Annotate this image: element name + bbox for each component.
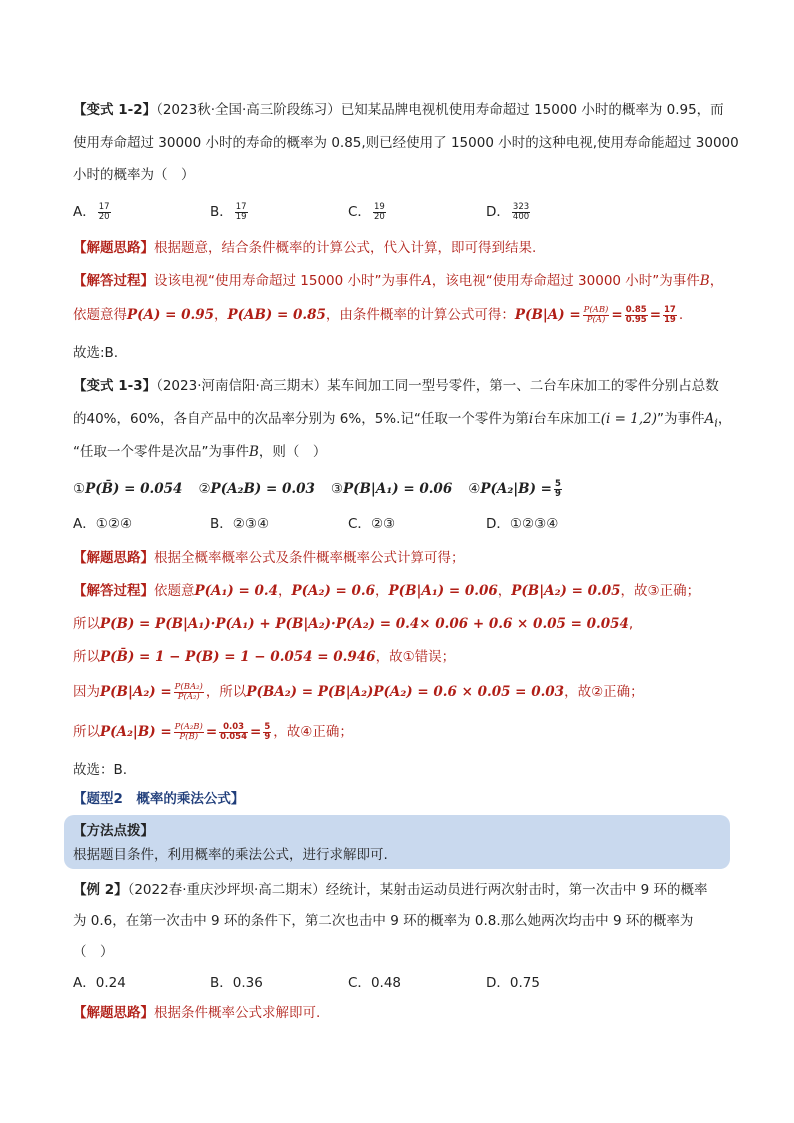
fraction: $\frac{\text{P(BA₂)}}{\text{P(A₂)}}$ [174, 681, 203, 702]
v13-option-b[interactable] [210, 514, 269, 534]
process-text: ，故①错误； [375, 649, 456, 665]
idea-tag: 【解题思路】 [73, 1005, 154, 1021]
process-text: 所以 [73, 649, 100, 665]
v12-question-line1 [73, 100, 724, 120]
v12-idea [73, 238, 536, 258]
e2-question-line2: 为 0.6，在第一次击中 9 环的条件下，第二次也击中 9 环的概率为 0.8.那么她两次均击中 9 环的概率为 [73, 913, 694, 929]
option-text: ①②④ [95, 516, 133, 532]
statement-1: P(B̄) = 0.054 [85, 481, 183, 497]
v13-question-line3 [73, 442, 326, 462]
statement-number: ④ [468, 481, 481, 497]
equation: P(B̄) = 1 − P(B) = 1 − 0.054 = 0.946 [100, 649, 376, 665]
idea-text: 根据条件概率公式求解即可. [154, 1005, 321, 1021]
question-text: ”为事件 [656, 411, 705, 427]
v12-question-line3: 小时的概率为（ ） [73, 167, 195, 183]
v13-process-line5 [73, 722, 353, 742]
v13-option-a[interactable] [73, 514, 132, 534]
subscript-i: i [714, 416, 718, 430]
option-label: D． [486, 516, 510, 532]
equals: = [205, 724, 218, 740]
e2-option-c[interactable] [348, 973, 401, 993]
e2-question-line3: （ ） [73, 944, 114, 960]
process-text: ，故④正确； [273, 724, 353, 740]
fraction: $\frac{5}{9}$ [264, 721, 271, 742]
fraction: $\frac{17}{19}$ [664, 304, 676, 325]
process-text: ，由条件概率的计算公式可得： [325, 307, 515, 323]
idea-text: 根据题意，结合条件概率的计算公式，代入计算，即可得到结果. [154, 240, 537, 256]
option-label: B． [210, 204, 233, 220]
equation: P(BA₂) = P(B|A₂)P(A₂) = 0.6 × 0.05 = 0.03 [246, 684, 565, 700]
idea-tag: 【解题思路】 [73, 550, 154, 566]
v12-process-line1: 【解答过程】设该电视“使用寿命超过 15000 小时”为事件A，该电视“使用寿命超过 30000 小时”为事件B， [73, 273, 724, 289]
option-label: C． [348, 975, 371, 991]
option-text: ①②③④ [509, 516, 559, 532]
v12-option-d[interactable] [486, 202, 532, 222]
equals: = [649, 307, 661, 323]
v13-answer: 故选：B. [73, 762, 128, 778]
question-text: “任取一个零件是次品”为事件 [73, 444, 249, 460]
option-text: 0.36 [232, 975, 263, 991]
statement-3: P(B|A₁) = 0.06 [342, 481, 453, 497]
separator: ， [497, 583, 512, 599]
event-a: A [704, 411, 715, 427]
option-label: A． [73, 516, 96, 532]
separator: ， [278, 583, 292, 599]
event-a: A [422, 273, 432, 289]
option-fraction: $\frac{17}{19}$ [235, 201, 247, 222]
v13-tag: 【变式 1-3】 [73, 378, 157, 394]
v13-process-line3 [73, 647, 455, 667]
fraction: $\frac{P(AB)}{P(A)}$ [583, 304, 609, 325]
equation: P(A) = 0.95 [127, 307, 214, 323]
v13-question-line2 [73, 409, 731, 434]
idea-tag: 【解题思路】 [73, 240, 154, 256]
v13-option-c[interactable] [348, 514, 395, 534]
math-expr: (i = 1,2) [600, 411, 657, 427]
e2-option-a[interactable] [73, 973, 126, 993]
equation: P(A₂|B) = [100, 724, 172, 740]
v12-question-line2: 使用寿命超过 30000 小时的寿命的概率为 0.85,则已经使用了 15000 小时的这种电视,使用寿命能超过 30000 [73, 135, 739, 151]
var-i: i [528, 411, 534, 427]
process-text: , [628, 616, 634, 632]
idea-text: 根据全概率概率公式及条件概率概率公式计算可得； [154, 550, 465, 566]
equation: P(B|A₁) = 0.06 [388, 583, 498, 599]
option-fraction: $\frac{17}{20}$ [98, 201, 110, 222]
process-text: ，故③正确； [620, 583, 701, 599]
process-tag: 【解答过程】 [73, 273, 154, 289]
v13-process-line2 [73, 614, 633, 634]
option-text: ②③ [370, 516, 396, 532]
option-label: B． [210, 975, 233, 991]
question-text: 的40%，60%，各自产品中的次品率分别为 6%，5%.记“任取一个零件为第 [73, 411, 529, 427]
fraction: $\frac{0.03}{0.054}$ [220, 721, 248, 742]
process-text: 所以 [73, 616, 100, 632]
v13-process-line1 [73, 581, 700, 601]
process-text: ，该电视“使用寿命超过 30000 小时”为事件 [431, 273, 700, 289]
equation: P(A₂) = 0.6 [291, 583, 376, 599]
process-text: 所以 [73, 724, 100, 740]
e2-q1: 经统计，某射击运动员进行两次射击时，第一次击中 9 环的概率 [325, 882, 708, 898]
option-label: D． [486, 975, 510, 991]
option-fraction: $\frac{323}{400}$ [512, 201, 530, 222]
statement-number: ① [73, 481, 86, 497]
v13-q1: 某车间加工同一型号零件，第一、二台车床加工的零件分别占总数 [327, 378, 719, 394]
statement-2: P(A₂B) = 0.03 [210, 481, 315, 497]
v12-q1: 已知某品牌电视机使用寿命超过 15000 小时的概率为 0.95，而 [340, 102, 724, 118]
separator: ， [214, 307, 228, 323]
option-text: 0.24 [95, 975, 126, 991]
v13-question-line1 [73, 376, 719, 396]
option-text: 0.48 [370, 975, 401, 991]
option-label: C． [348, 516, 371, 532]
e2-source: （2022春·重庆沙坪坝·高二期末） [127, 882, 326, 898]
e2-option-d[interactable] [486, 973, 540, 993]
equation: P(B|A) = [514, 307, 581, 323]
option-label: D． [486, 204, 510, 220]
option-text: ②③④ [232, 516, 270, 532]
question-text: 台车床加工 [533, 411, 601, 427]
v12-option-a[interactable] [73, 202, 113, 222]
event-b: B [249, 444, 259, 460]
v13-option-d[interactable] [486, 514, 558, 534]
statement-number: ③ [330, 481, 343, 497]
e2-option-b[interactable] [210, 973, 263, 993]
v13-idea [73, 548, 465, 568]
equation: P(AB) = 0.85 [227, 307, 326, 323]
question-text: ， [717, 411, 732, 427]
equation: P(A₁) = 0.4 [194, 583, 279, 599]
period: . [678, 307, 684, 323]
option-label: A． [73, 204, 96, 220]
option-label: A． [73, 975, 96, 991]
equation: P(B|A₂) = 0.05 [511, 583, 621, 599]
v12-process-line2 [73, 305, 683, 325]
process-tag: 【解答过程】 [73, 583, 154, 599]
option-fraction: $\frac{19}{20}$ [373, 201, 385, 222]
process-text: 依题意 [154, 583, 195, 599]
process-text: ，故②正确； [564, 684, 644, 700]
e2-question-line1 [73, 880, 707, 900]
v12-option-c[interactable] [348, 202, 388, 222]
option-text: 0.75 [509, 975, 540, 991]
method-text: 根据题目条件，利用概率的乘法公式，进行求解即可. [73, 847, 388, 863]
equals: = [250, 724, 262, 740]
fraction: $\frac{5}{9}$ [554, 478, 561, 499]
process-text: 因为 [73, 684, 100, 700]
process-text: 设该电视“使用寿命超过 15000 小时”为事件 [154, 273, 423, 289]
option-label: B． [210, 516, 233, 532]
question-text: ，则（ ） [258, 444, 327, 460]
statement-4: P(A₂|B) = [480, 481, 552, 497]
separator: ， [375, 583, 389, 599]
option-label: C． [348, 204, 371, 220]
e2-tag: 【例 2】 [73, 882, 128, 898]
equation: P(B|A₂) = [100, 684, 172, 700]
v12-answer: 故选:B. [73, 345, 119, 361]
e2-idea [73, 1003, 320, 1023]
v13-source: （2023·河南信阳·高三期末） [156, 378, 328, 394]
statement-number: ② [198, 481, 211, 497]
method-tag: 【方法点拨】 [73, 823, 154, 839]
fraction: $\frac{\text{P(A₂B)}}{P(B)}$ [174, 721, 203, 742]
v13-process-line4 [73, 682, 644, 702]
section-title: 【题型2 概率的乘法公式】 [73, 791, 245, 807]
event-b: B [699, 273, 710, 289]
equation: P(B) = P(B|A₁)·P(A₁) + P(B|A₂)·P(A₂) = 0.4× 0.06 + 0.6 × 0.05 = 0.054 [100, 616, 629, 632]
v12-tag: 【变式 1-2】 [73, 102, 157, 118]
process-text: ，所以 [205, 684, 247, 700]
fraction: $\frac{0.85}{0.95}$ [625, 304, 647, 325]
v13-statements [73, 479, 564, 499]
v12-option-b[interactable] [210, 202, 250, 222]
v12-source: （2023秋·全国·高三阶段练习） [156, 102, 341, 118]
equals: = [611, 307, 623, 323]
process-text: 依题意得 [73, 307, 127, 323]
